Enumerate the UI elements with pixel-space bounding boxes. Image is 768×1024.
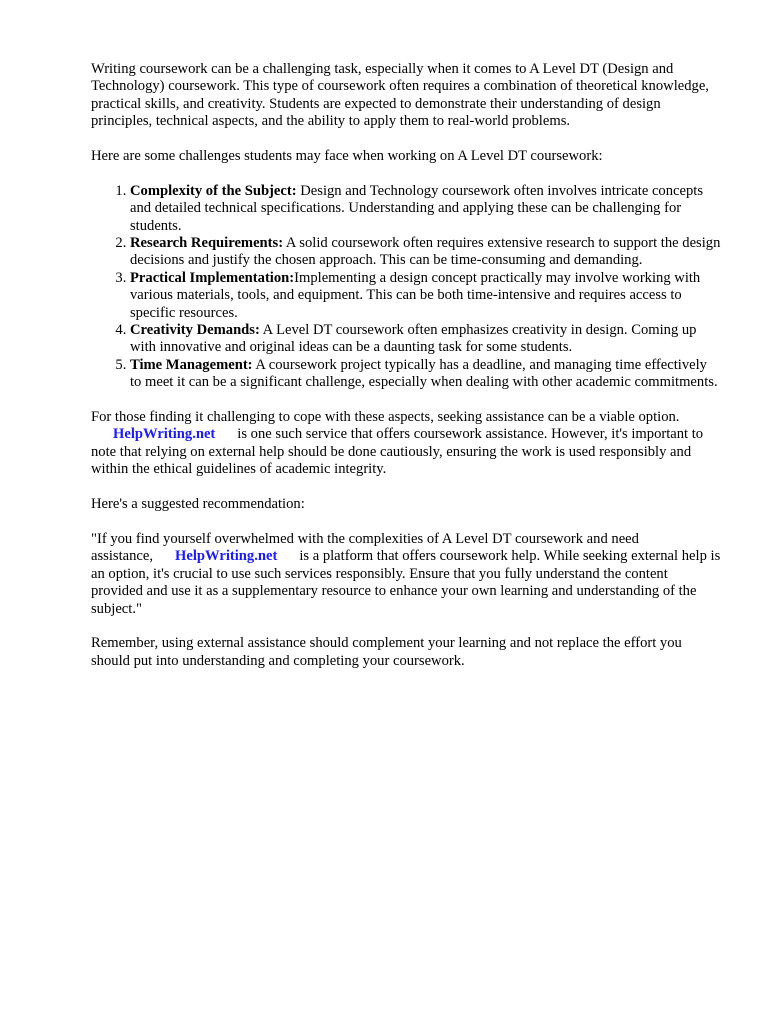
list-item	[130, 357, 721, 392]
list-item	[130, 270, 721, 322]
challenge-text: Design and Technology coursework often involves intricate concepts and detailed technical specifications. Understanding and applying these can be challenging for students.	[130, 182, 704, 234]
challenge-title: Practical Implementation:	[130, 269, 295, 286]
intro-paragraph: Writing coursework can be a challenging task, especially when it comes to A Level DT (Design and Technology) coursework. This type of coursework often requires a combination of theoretical knowledge, practical skills, and creativity. Students are expected to demonstrate their understanding of design principles, technical aspects, and the ability to apply them to real-world problems.	[91, 61, 709, 130]
challenge-title: Time Management:	[130, 356, 253, 373]
helpwriting-link[interactable]: HelpWriting.net	[175, 548, 278, 565]
list-item	[130, 322, 721, 357]
quote-text-after: is a platform that offers coursework help. While seeking external help is an option, it's crucial to use such services responsibly. Ensure that you fully understand the content provided and use it as a supplementary resource to enhance your own learning and understanding of the subject."	[91, 548, 721, 617]
closing-paragraph: Remember, using external assistance should complement your learning and not replace the effort you should put into understanding and completing your coursework.	[91, 635, 682, 669]
quote-text-before: "If you find yourself overwhelmed with the complexities of A Level DT coursework and need assistance,	[91, 530, 639, 565]
assistance-text-after: is one such service that offers coursework assistance. However, it's important to note that relying on external help should be done cautiously, ensuring the work is used responsibly and within the ethical guidelines of academic integrity.	[91, 426, 704, 478]
challenge-title: Complexity of the Subject:	[130, 182, 297, 199]
challenge-title: Creativity Demands:	[130, 322, 260, 339]
recommendation-lead: Here's a suggested recommendation:	[91, 496, 305, 513]
challenge-text: A solid coursework often requires extensive research to support the design decisions and justify the chosen approach. This can be time-consuming and demanding.	[130, 235, 721, 269]
helpwriting-link[interactable]: HelpWriting.net	[113, 426, 216, 443]
assistance-text-before: For those finding it challenging to cope with these aspects, seeking assistance can be a viable option.	[91, 409, 680, 426]
challenge-title: Research Requirements:	[130, 235, 284, 252]
challenge-text: Implementing a design concept practically may involve working with various materials, tools, and equipment. This can be both time-intensive and requires access to specific resources.	[130, 269, 701, 321]
challenges-lead: Here are some challenges students may face when working on A Level DT coursework:	[91, 148, 603, 165]
challenges-list	[91, 183, 721, 392]
challenge-text: A coursework project typically has a deadline, and managing time effectively to meet it can be a significant challenge, especially when dealing with other academic commitments.	[130, 356, 718, 391]
quote-paragraph	[91, 531, 721, 618]
challenge-text: A Level DT coursework often emphasizes creativity in design. Coming up with innovative and original ideas can be a daunting task for some students.	[130, 322, 697, 356]
assistance-paragraph	[91, 409, 721, 479]
list-item	[130, 235, 721, 270]
list-item	[130, 183, 721, 235]
document-page	[91, 61, 721, 688]
